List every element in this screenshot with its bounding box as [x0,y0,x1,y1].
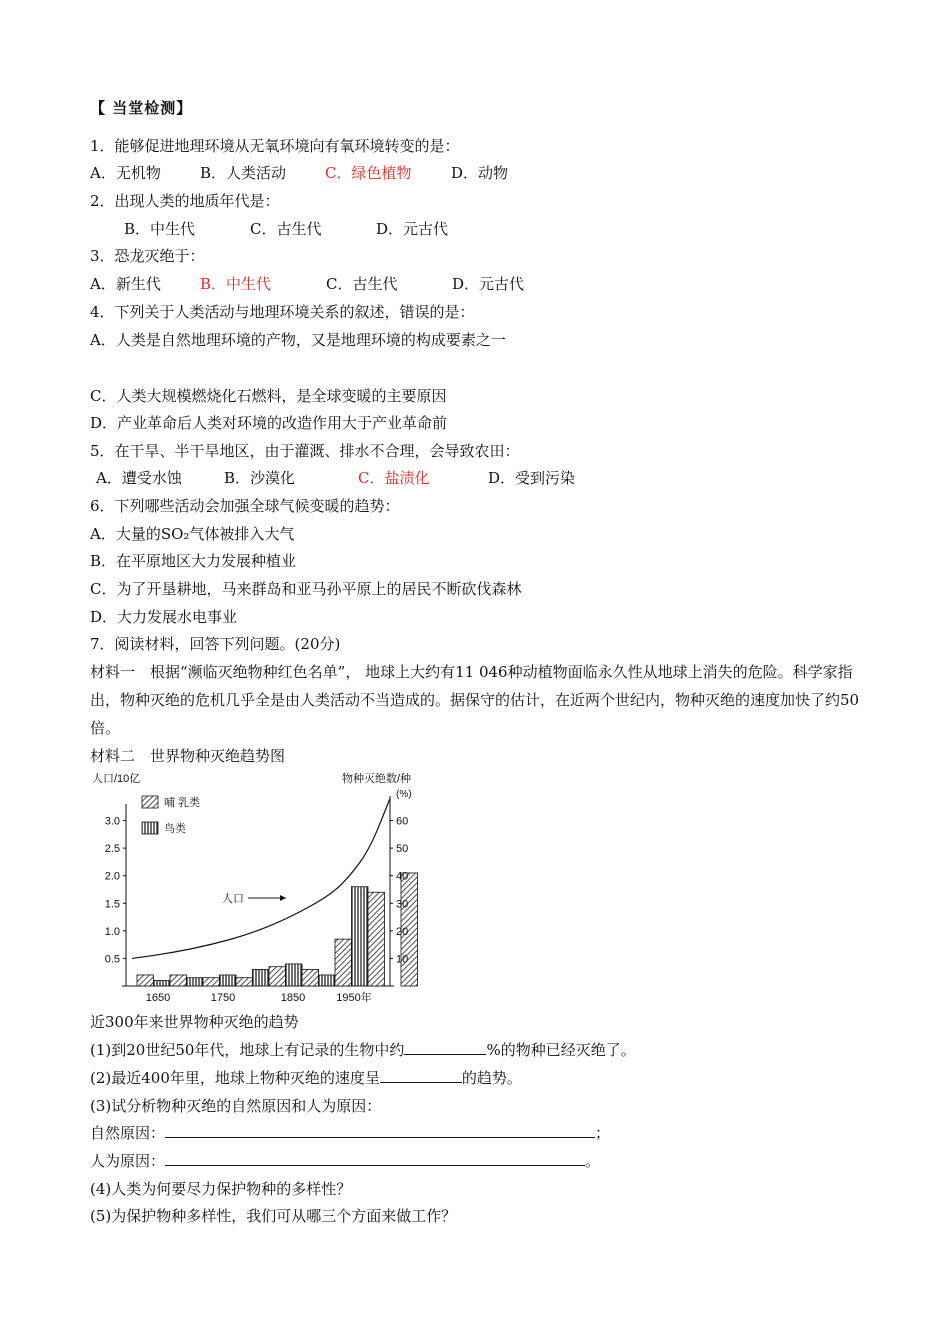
q7-natural-reason [90,1123,610,1143]
q3-stem: 3．恐龙灭绝于： [90,247,205,265]
q2-options [124,219,448,239]
legend-bird-swatch [142,822,158,834]
q1-option-d: D．动物 [451,164,509,182]
x-tick-label: 1750 [210,992,236,1004]
annotation-arrowhead [280,895,286,901]
q7-material-1: 材料一 根据“濒临灭绝物种红色名单”， 地球上大约有11 046种动植物面临永久性从地球上消失的危险。科学家指出，物种灭绝的危机几乎全是由人类活动不当造成的。据保守的估计，在近两个世纪内，物种灭绝的速度加快了约50倍。 [90,663,860,737]
q5-option-a: A．遭受水蚀 [96,469,182,487]
left-tick-label: 2.5 [104,843,120,856]
q2-stem: 2．出现人类的地质年代是： [90,192,280,210]
q1-stem: 1．能够促进地理环境从无氧环境向有氧环境转变的是： [90,137,460,155]
q3-option-b: B．中生代 [200,275,272,293]
natural-reason-label: 自然原因： [90,1124,166,1142]
q2-option-d: D．元古代 [376,220,449,238]
mammal-bar [368,892,385,986]
q3-option-a: A．新生代 [90,275,161,293]
q5-stem: 5．在干旱、半干旱地区，由于灌溉、排水不合理，会导致农田： [90,442,520,460]
q6-option-c: C．为了开垦耕地，马来群岛和亚马孙平原上的居民不断砍伐森林 [90,580,522,598]
q4-option-d: D．产业革命后人类对环境的改造作用大于产业革命前 [90,414,448,432]
natural-reason-end: ； [595,1124,611,1142]
q7-sub1 [90,1040,636,1060]
q2-option-c: C．古生代 [250,220,322,238]
right-tick-label: 40 [396,870,409,883]
q4-stem: 4．下列关于人类活动与地理环境关系的叙述，错误的是： [90,303,475,321]
q7-stem: 7．阅读材料，回答下列问题。(20分) [90,635,341,653]
q6-option-a: A．大量的SO₂气体被排入大气 [90,525,295,543]
q6-option-d: D．大力发展水电事业 [90,608,238,626]
right-tick-label: 10 [396,953,409,966]
human-reason-end: 。 [585,1152,601,1170]
population-annotation: 人口 [222,893,244,905]
q7-sub3: (3)试分析物种灭绝的自然原因和人为原因： [90,1097,382,1115]
human-reason-blank[interactable] [165,1151,585,1166]
q7-sub5: (5)为保护物种多样性，我们可从哪三个方面来做工作？ [90,1207,457,1225]
left-tick-label: 1.5 [104,898,120,911]
q7-sub1-suffix: %的物种已经灭绝了。 [486,1041,636,1059]
q7-human-reason [90,1151,600,1171]
right-tick-label: 30 [396,898,409,911]
mammal-bar [269,967,286,986]
x-tick-label: 1850 [280,992,306,1004]
mammal-bar [203,978,220,986]
right-axis-title: 物种灭绝数/种 [342,773,412,785]
left-tick-label: 2.0 [104,870,120,883]
mammal-bar [236,978,253,986]
legend-mammal-label: 哺 乳类 [164,797,201,809]
x-tick-label: 1650 [145,992,171,1004]
q6-stem: 6．下列哪些活动会加强全球气候变暖的趋势： [90,497,400,515]
human-reason-label: 人为原因： [90,1152,166,1170]
q2-option-b: B．中生代 [124,220,196,238]
q7-sub2 [90,1068,522,1088]
left-tick-label: 0.5 [104,953,120,966]
q3-option-c: C．古生代 [326,275,398,293]
section-heading: 【 当堂检测】 [90,99,193,117]
q1-options [90,163,508,183]
bird-bar [187,978,204,986]
q1-option-a: A．无机物 [90,164,161,182]
q7-sub4: (4)人类为何要尽力保护物种的多样性？ [90,1180,352,1198]
q1-option-b: B．人类活动 [200,164,287,182]
q5-option-c: C．盐渍化 [358,469,430,487]
q7-sub1-prefix: (1)到20世纪50年代，地球上有记录的生物中约 [90,1041,405,1059]
right-tick-label: 60 [396,815,409,828]
q7-sub2-blank[interactable] [380,1068,462,1083]
q5-option-d: D．受到污染 [488,469,576,487]
bird-bar [286,964,303,986]
mammal-bar [302,969,319,986]
q3-options [90,274,524,294]
left-tick-label: 3.0 [104,815,120,828]
bird-bar [352,887,369,986]
bird-bar [319,975,336,986]
q7-sub2-suffix: 的趋势。 [461,1069,522,1087]
right-tick-label: 20 [396,925,409,938]
legend-mammal-swatch [142,796,158,808]
q7-material-2: 材料二 世界物种灭绝趋势图 [90,747,286,765]
q3-option-d: D．元古代 [452,275,525,293]
mammal-bar [170,975,187,986]
right-axis-unit: (%) [396,789,412,800]
q4-option-c: C．人类大规模燃烧化石燃料，是全球变暖的主要原因 [90,387,447,405]
bird-bar [154,980,171,986]
right-tick-label: 50 [396,843,409,856]
left-tick-label: 1.0 [104,925,120,938]
bird-bar [220,975,237,986]
q6-option-b: B．在平原地区大力发展种植业 [90,552,297,570]
q5-option-b: B．沙漠化 [224,469,296,487]
natural-reason-blank[interactable] [165,1123,595,1138]
left-axis-title: 人口/10亿 [92,773,141,785]
q4-option-a: A．人类是自然地理环境的产物，又是地理环境的构成要素之一 [90,331,506,349]
q7-sub1-blank[interactable] [404,1040,486,1055]
x-tick-label: 1950年 [336,992,372,1004]
bird-bar [253,969,270,986]
extinction-trend-chart [90,768,410,1008]
q1-option-c: C．绿色植物 [325,164,412,182]
mammal-bar [137,975,154,986]
chart-caption: 近300年来世界物种灭绝的趋势 [90,1013,299,1031]
legend-bird-label: 鸟类 [164,823,186,835]
q7-sub2-prefix: (2)最近400年里，地球上物种灭绝的速度呈 [90,1069,380,1087]
mammal-bar [335,939,352,986]
q5-options [96,468,575,488]
